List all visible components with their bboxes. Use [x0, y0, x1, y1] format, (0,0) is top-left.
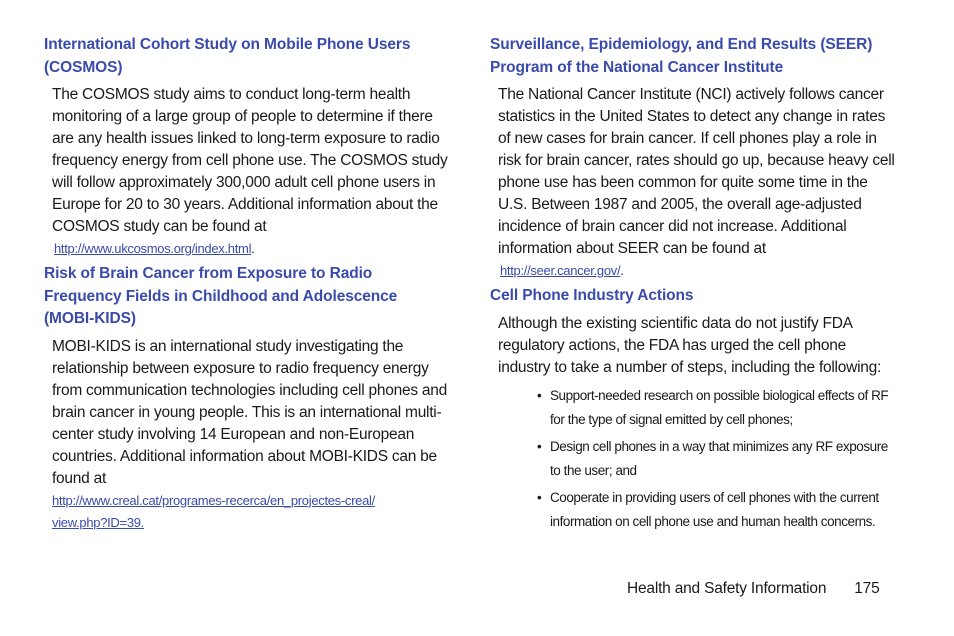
cosmos-section [44, 34, 454, 260]
seer-heading-line: Surveillance, Epidemiology, and End Results (SEER) [490, 36, 873, 53]
list-item [537, 486, 900, 534]
industry-body: Although the existing scientific data do not justify FDA regulatory actions, the FDA has urged the cell phone industry to take a number of steps, including the following: [498, 314, 882, 376]
seer-section [490, 34, 900, 282]
bullet-icon: • [537, 387, 542, 403]
list-item [537, 384, 900, 432]
mobikids-heading-line: Risk of Brain Cancer from Exposure to Radio [44, 265, 373, 282]
mobikids-heading [44, 263, 454, 331]
page-footer [627, 578, 880, 600]
mobikids-link-line2[interactable]: view.php?ID=39. [52, 514, 144, 530]
cosmos-heading-line: International Cohort Study on Mobile Phone Users [44, 36, 411, 53]
list-item-text: Support-needed research on possible biological effects of RF for the type of signal emitted by cell phones; [550, 387, 889, 427]
seer-link[interactable]: http://seer.cancer.gov/ [500, 263, 621, 278]
mobikids-link-block [52, 490, 454, 534]
mobikids-heading-line: (MOBI-KIDS) [44, 310, 136, 327]
page-number: 175 [854, 580, 880, 597]
mobikids-section [44, 263, 454, 534]
right-column [490, 34, 900, 537]
mobikids-body: MOBI-KIDS is an international study investigating the relationship between exposure to radio frequency energy from communication technologies including cell phones and brain cancer in young people. This is an international multi-center study involving 14 European and non-European countries. Additional information about MOBI-KIDS can be found at [52, 337, 448, 487]
seer-heading [490, 34, 900, 79]
bullet-icon: • [537, 489, 542, 505]
list-item-text: Cooperate in providing users of cell phones with the current information on cell phone use and human health concerns. [550, 489, 879, 529]
seer-body: The National Cancer Institute (NCI) actively follows cancer statistics in the United States to detect any change in rates of new cases for brain cancer. If cell phones play a role in risk for brain cancer, rates should go up, because heavy cell phone use has been common for quite some time in the U.S. Between 1987 and 2005, the overall age-adjusted incidence of brain cancer did not increase. Additional information about SEER can be found at [498, 86, 895, 257]
cosmos-heading [44, 34, 454, 79]
industry-section [490, 285, 900, 534]
footer-section-title: Health and Safety Information [627, 580, 827, 597]
cosmos-link-line [54, 238, 454, 260]
industry-heading: Cell Phone Industry Actions [490, 287, 694, 304]
seer-link-line [500, 260, 900, 282]
list-item-text: Design cell phones in a way that minimizes any RF exposure to the user; and [550, 438, 888, 478]
mobikids-link-line1[interactable]: http://www.creal.cat/programes-recerca/en_projectes-creal/ [52, 492, 375, 508]
bullet-icon: • [537, 438, 542, 454]
seer-heading-line: Program of the National Cancer Institute [490, 58, 784, 76]
cosmos-body: The COSMOS study aims to conduct long-term health monitoring of a large group of people to determine if there are any health issues linked to long-term exposure to radio frequency energy from cell phone use. The COSMOS study will follow approximately 300,000 adult cell phone users in Europe for 20 to 30 years. Additional information about the COSMOS study can be found at [52, 86, 448, 235]
cosmos-heading-line: (COSMOS) [44, 58, 123, 76]
cosmos-link-suffix: . [251, 241, 255, 256]
left-column [44, 34, 454, 537]
industry-bullet-list [537, 384, 900, 534]
seer-link-suffix: . [620, 263, 624, 278]
list-item [537, 435, 900, 483]
cosmos-link[interactable]: http://www.ukcosmos.org/index.html [54, 241, 252, 256]
mobikids-heading-line: Frequency Fields in Childhood and Adolescence [44, 287, 398, 305]
